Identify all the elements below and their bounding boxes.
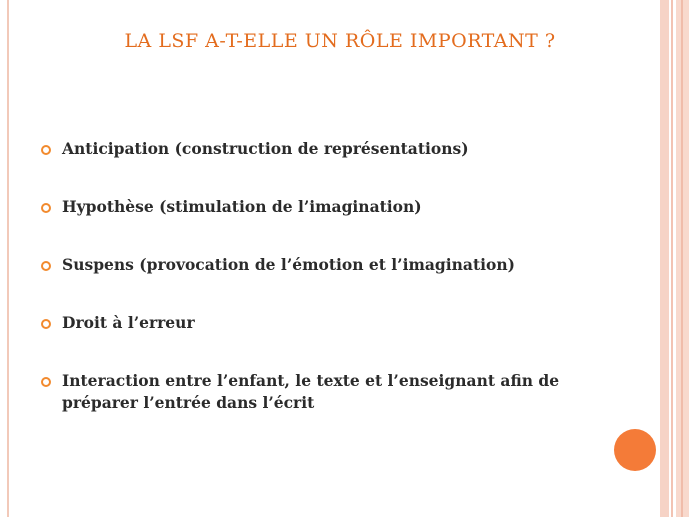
bullet-circle-icon [41,145,51,155]
right-stripe-line-decoration [671,0,673,517]
bullet-text: Suspens (provocation de l’émotion et l’imagination) [62,255,515,274]
orange-circle-decoration [614,429,656,471]
bullet-item [40,312,195,334]
bullet-text: Droit à l’erreur [62,313,195,332]
bullet-text: Interaction entre l’enfant, le texte et l’enseignant afin de préparer l’entrée dans l’écrit [62,371,560,412]
bullet-circle-icon [41,203,51,213]
bullet-circle-icon [41,377,51,387]
right-edge-line-decoration [681,0,683,517]
bullet-item [40,138,469,160]
bullet-text: Hypothèse (stimulation de l’imagination) [62,197,422,216]
bullet-item [40,370,622,414]
bullet-item [40,254,515,276]
bullet-circle-icon [41,261,51,271]
bullet-item [40,196,422,218]
right-stripe-decoration [660,0,669,517]
left-border-decoration [7,0,9,517]
bullet-circle-icon [41,319,51,329]
bullet-text: Anticipation (construction de représentations) [62,139,469,158]
slide-title: LA LSF A-T-ELLE UN RÔLE IMPORTANT ? [124,30,556,52]
